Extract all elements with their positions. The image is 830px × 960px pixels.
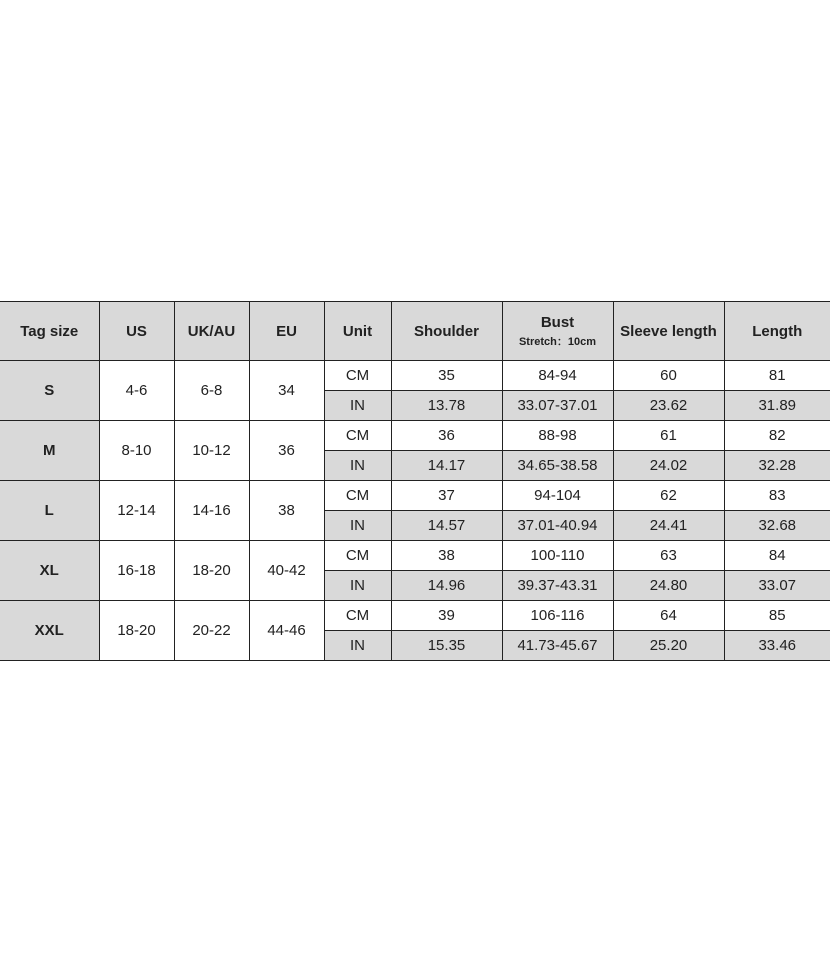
shoulder-cell: 13.78 (391, 391, 502, 421)
sleeve-length-cell: 61 (613, 421, 724, 451)
us-size-cell: 4-6 (99, 361, 174, 421)
us-size-cell: 18-20 (99, 601, 174, 661)
header-length: Length (724, 302, 830, 361)
bust-cell: 94-104 (502, 481, 613, 511)
eu-size-cell: 36 (249, 421, 324, 481)
unit-cell: IN (324, 451, 391, 481)
eu-size-cell: 44-46 (249, 601, 324, 661)
length-cell: 32.28 (724, 451, 830, 481)
shoulder-cell: 15.35 (391, 631, 502, 661)
shoulder-cell: 14.17 (391, 451, 502, 481)
unit-cell: CM (324, 601, 391, 631)
eu-size-cell: 34 (249, 361, 324, 421)
header-row (0, 302, 830, 361)
uk-au-size-cell: 18-20 (174, 541, 249, 601)
length-cell: 31.89 (724, 391, 830, 421)
table-row (0, 361, 830, 391)
header-eu: EU (249, 302, 324, 361)
unit-cell: CM (324, 361, 391, 391)
shoulder-cell: 37 (391, 481, 502, 511)
table-row (0, 421, 830, 451)
unit-cell: IN (324, 391, 391, 421)
header-shoulder: Shoulder (391, 302, 502, 361)
sleeve-length-cell: 24.41 (613, 511, 724, 541)
tag-size-cell: XXL (0, 601, 99, 661)
us-size-cell: 12-14 (99, 481, 174, 541)
unit-cell: CM (324, 421, 391, 451)
us-size-cell: 8-10 (99, 421, 174, 481)
table-row (0, 481, 830, 511)
header-unit: Unit (324, 302, 391, 361)
unit-cell: IN (324, 571, 391, 601)
shoulder-cell: 35 (391, 361, 502, 391)
unit-cell: CM (324, 481, 391, 511)
tag-size-cell: XL (0, 541, 99, 601)
table-row (0, 601, 830, 631)
sleeve-length-cell: 64 (613, 601, 724, 631)
length-cell: 85 (724, 601, 830, 631)
bust-cell: 88-98 (502, 421, 613, 451)
uk-au-size-cell: 14-16 (174, 481, 249, 541)
unit-cell: CM (324, 541, 391, 571)
length-cell: 82 (724, 421, 830, 451)
sleeve-length-cell: 23.62 (613, 391, 724, 421)
us-size-cell: 16-18 (99, 541, 174, 601)
table-row (0, 541, 830, 571)
length-cell: 33.46 (724, 631, 830, 661)
uk-au-size-cell: 6-8 (174, 361, 249, 421)
bust-cell: 106-116 (502, 601, 613, 631)
unit-cell: IN (324, 631, 391, 661)
length-cell: 84 (724, 541, 830, 571)
header-us: US (99, 302, 174, 361)
eu-size-cell: 40-42 (249, 541, 324, 601)
uk-au-size-cell: 20-22 (174, 601, 249, 661)
shoulder-cell: 14.96 (391, 571, 502, 601)
bust-cell: 100-110 (502, 541, 613, 571)
sleeve-length-cell: 63 (613, 541, 724, 571)
bust-cell: 33.07-37.01 (502, 391, 613, 421)
length-cell: 83 (724, 481, 830, 511)
sleeve-length-cell: 60 (613, 361, 724, 391)
sleeve-length-cell: 62 (613, 481, 724, 511)
uk-au-size-cell: 10-12 (174, 421, 249, 481)
tag-size-cell: M (0, 421, 99, 481)
eu-size-cell: 38 (249, 481, 324, 541)
shoulder-cell: 14.57 (391, 511, 502, 541)
bust-cell: 34.65-38.58 (502, 451, 613, 481)
sleeve-length-cell: 25.20 (613, 631, 724, 661)
tag-size-cell: L (0, 481, 99, 541)
length-cell: 81 (724, 361, 830, 391)
shoulder-cell: 39 (391, 601, 502, 631)
header-bust-stretch-note: Stretch：10cm (518, 335, 597, 348)
header-tag-size: Tag size (0, 302, 99, 361)
header-sleeve-length: Sleeve length (613, 302, 724, 361)
bust-cell: 41.73-45.67 (502, 631, 613, 661)
size-table-body (0, 361, 830, 661)
shoulder-cell: 36 (391, 421, 502, 451)
sleeve-length-cell: 24.80 (613, 571, 724, 601)
unit-cell: IN (324, 511, 391, 541)
length-cell: 33.07 (724, 571, 830, 601)
shoulder-cell: 38 (391, 541, 502, 571)
header-uk-au: UK/AU (174, 302, 249, 361)
bust-cell: 37.01-40.94 (502, 511, 613, 541)
sleeve-length-cell: 24.02 (613, 451, 724, 481)
bust-cell: 39.37-43.31 (502, 571, 613, 601)
size-chart-table (0, 301, 830, 661)
header-bust (502, 302, 613, 361)
bust-cell: 84-94 (502, 361, 613, 391)
tag-size-cell: S (0, 361, 99, 421)
length-cell: 32.68 (724, 511, 830, 541)
header-bust-label: Bust (540, 313, 575, 331)
